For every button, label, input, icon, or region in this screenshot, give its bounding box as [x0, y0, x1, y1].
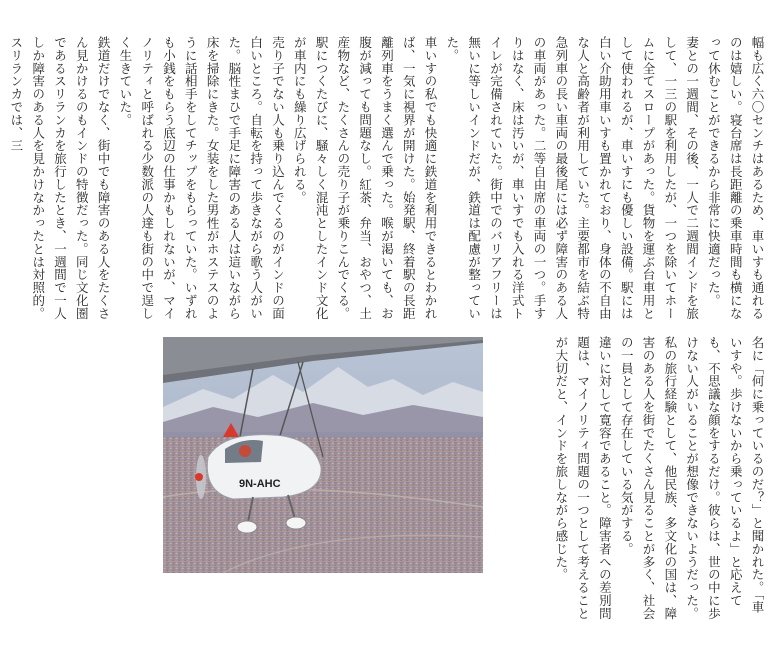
article-bottom-columns	[472, 336, 768, 620]
paragraph: 鉄道だけでなく、街中でも障害のある人をたくさん見かけるのもインドの特徴だった。同じ文化圏であるスリランカを旅行したとき、一週間で一人しか障害のある人を見かけなかったとは対照的。スリランカでは、三	[8, 36, 112, 320]
microlight-aircraft-photo	[163, 337, 483, 573]
aircraft-registration: 9N-AHC	[239, 478, 281, 490]
paragraph: 私の旅行経験として、他民族、多文化の国は、障害のある人を街でたくさん見ることが多く、社会の一員として存在している気がする。	[619, 336, 678, 620]
photo-illustration	[163, 337, 483, 573]
paragraph: 車いすの私でも快適に鉄道を利用できるとわかれば、一気に視界が開けた。始発駅、終着駅の長距離列車をうまく選んで乗った。喉が渇いても、お腹が減っても問題なし。紅茶、弁当、おやつ、土産物など、たくさんの売り子が乗りこんでくる。駅につくたびに、騒々しく混沌としたインド文化が車内にも繰り広げられる。	[292, 36, 439, 320]
article-top-columns	[8, 36, 768, 320]
paragraph: 名に「何に乗っているのだ？」と聞かれた。「車いすや。歩けないから乗っているよ」と応えても、不思議な顔をするだけ。彼らは、世の中に歩けない人がいることが想像できないようだった。	[684, 336, 765, 620]
paragraph: 違いに対して寛容であること。障害者への差別問題は、マイノリティ問題の一つとして考えることが大切だと、インドを旅しながら感じた。	[553, 336, 613, 620]
paragraph: 売り子でない人も乗り込んでくるのがインドの面白いところ。自転を持って歩きながら歌う人がいた。脳性まひで手足に障害のある人は這いながら床を掃除にきた。女装をした男性がホステスのように話相手をしてチップをもらっていた。いずれも小銭をもらう底辺の仕事かもしれないが、マイノリティと呼ばれる少数派の人達も街の中で逞しく生きていた。	[117, 36, 286, 320]
paragraph: 幅も広く六〇センチはあるため、車いすも通れるのは嬉しい。寝台席は長距離の乗車時間も横になって休むことができるから非常に快適だった。	[706, 36, 765, 320]
paragraph: 妻との一週間、その後、一人で二週間インドを旅して、一三の駅を利用したが、一つを除いてホームに全てスロープがあった。貨物を運ぶ台車用として使われるが、車いすにも優しい設備。駅には白い介助用車いすも置かれており、身体の不自由な人と高齢者が利用していた。主要都市を結ぶ特急列車の長い車両の最後尾には必ず障害のある人の車両があった。二等自由席の車両の一つ。手すりはなく、床は汚いが、車いすでも入れる洋式トイレが完備されていた。街中でのバリアフリーは無いに等しいインドだが、鉄道は配慮が整っていた。	[444, 36, 700, 320]
